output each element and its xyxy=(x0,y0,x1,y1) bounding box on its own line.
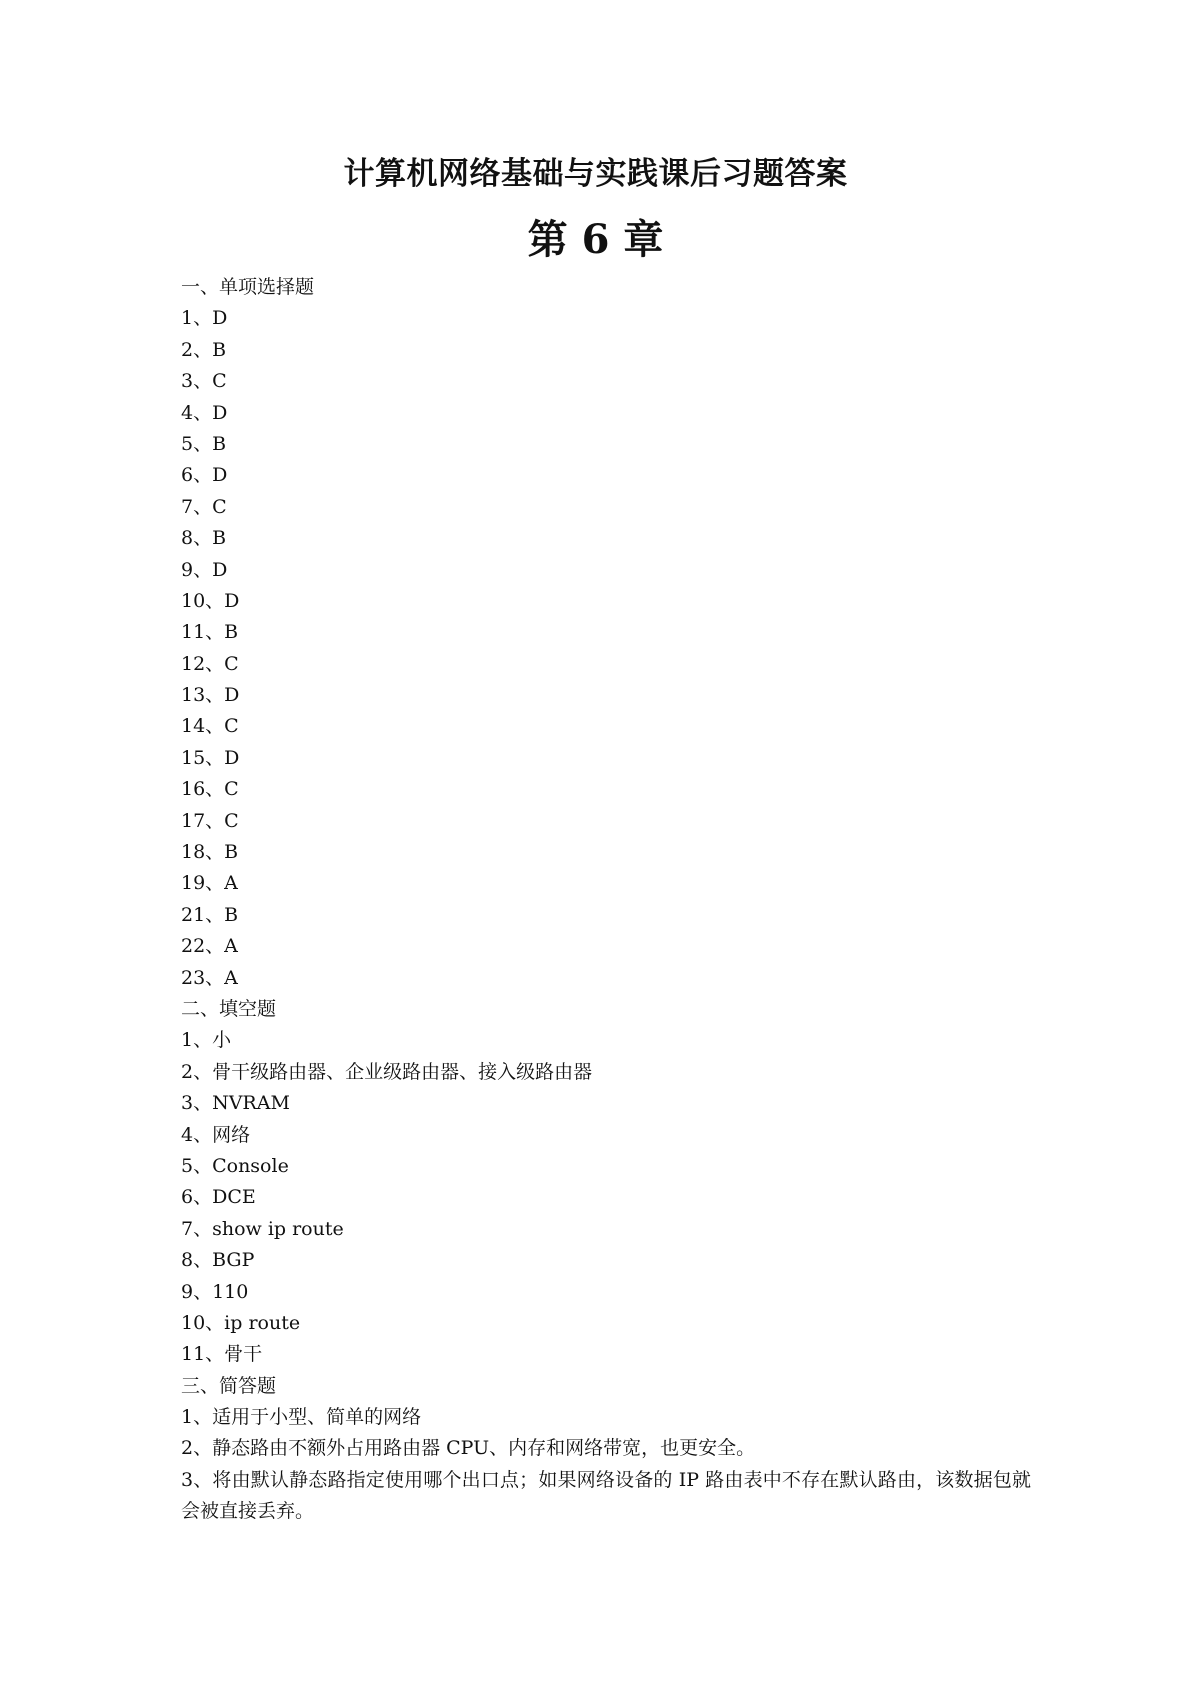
choice-answer: 1、D xyxy=(181,307,228,330)
fill-answer: 2、骨干级路由器、企业级路由器、接入级路由器 xyxy=(181,1060,593,1083)
choice-answer: 19、A xyxy=(181,872,238,895)
choice-answer: 6、D xyxy=(181,464,228,487)
section-heading-choice: 一、单项选择题 xyxy=(181,276,315,298)
chapter-title: 第 6 章 xyxy=(527,216,664,263)
short-answer: 2、静态路由不额外占用路由器 CPU、内存和网络带宽，也更安全。 xyxy=(181,1437,756,1460)
fill-answer: 7、show ip route xyxy=(181,1217,344,1240)
choice-answer: 18、B xyxy=(181,841,239,864)
fill-answer: 8、BGP xyxy=(181,1249,255,1272)
choice-answer: 22、A xyxy=(181,935,238,958)
section-heading-fill: 二、填空题 xyxy=(181,997,277,1020)
fill-answer: 1、小 xyxy=(181,1029,232,1052)
fill-answer: 3、NVRAM xyxy=(181,1092,290,1115)
fill-answer: 10、ip route xyxy=(181,1311,301,1334)
document-body xyxy=(181,272,1031,1528)
choice-answer: 3、C xyxy=(181,370,227,393)
section-heading-short: 三、简答题 xyxy=(181,1374,277,1397)
choice-answer: 15、D xyxy=(181,746,240,769)
fill-answer: 9、110 xyxy=(181,1280,249,1303)
choice-answer: 12、C xyxy=(181,652,239,675)
choice-answer: 16、C xyxy=(181,778,239,801)
fill-answer: 4、网络 xyxy=(181,1123,251,1146)
choice-answer: 4、D xyxy=(181,401,228,424)
choice-answer: 14、C xyxy=(181,715,239,738)
choice-answer: 21、B xyxy=(181,903,239,926)
document-title: 计算机网络基础与实践课后习题答案 xyxy=(343,156,848,192)
choice-answer: 23、A xyxy=(181,966,238,989)
fill-answer: 6、DCE xyxy=(181,1186,256,1209)
fill-answer: 11、骨干 xyxy=(181,1343,263,1366)
short-answer: 3、将由默认静态路指定使用哪个出口点；如果网络设备的 IP 路由表中不存在默认路由，该数据包就会被直接丢弃。 xyxy=(181,1468,1031,1523)
choice-answer: 17、C xyxy=(181,809,239,832)
choice-answer: 13、D xyxy=(181,684,240,707)
choice-answer: 5、B xyxy=(181,432,227,455)
choice-answer: 8、B xyxy=(181,527,227,550)
short-answer: 1、适用于小型、简单的网络 xyxy=(181,1406,422,1429)
choice-answer: 9、D xyxy=(181,558,228,581)
choice-answer: 2、B xyxy=(181,338,227,361)
choice-answer: 10、D xyxy=(181,589,240,612)
fill-answer: 5、Console xyxy=(181,1154,289,1177)
choice-answer: 11、B xyxy=(181,621,239,644)
choice-answer: 7、C xyxy=(181,495,227,518)
